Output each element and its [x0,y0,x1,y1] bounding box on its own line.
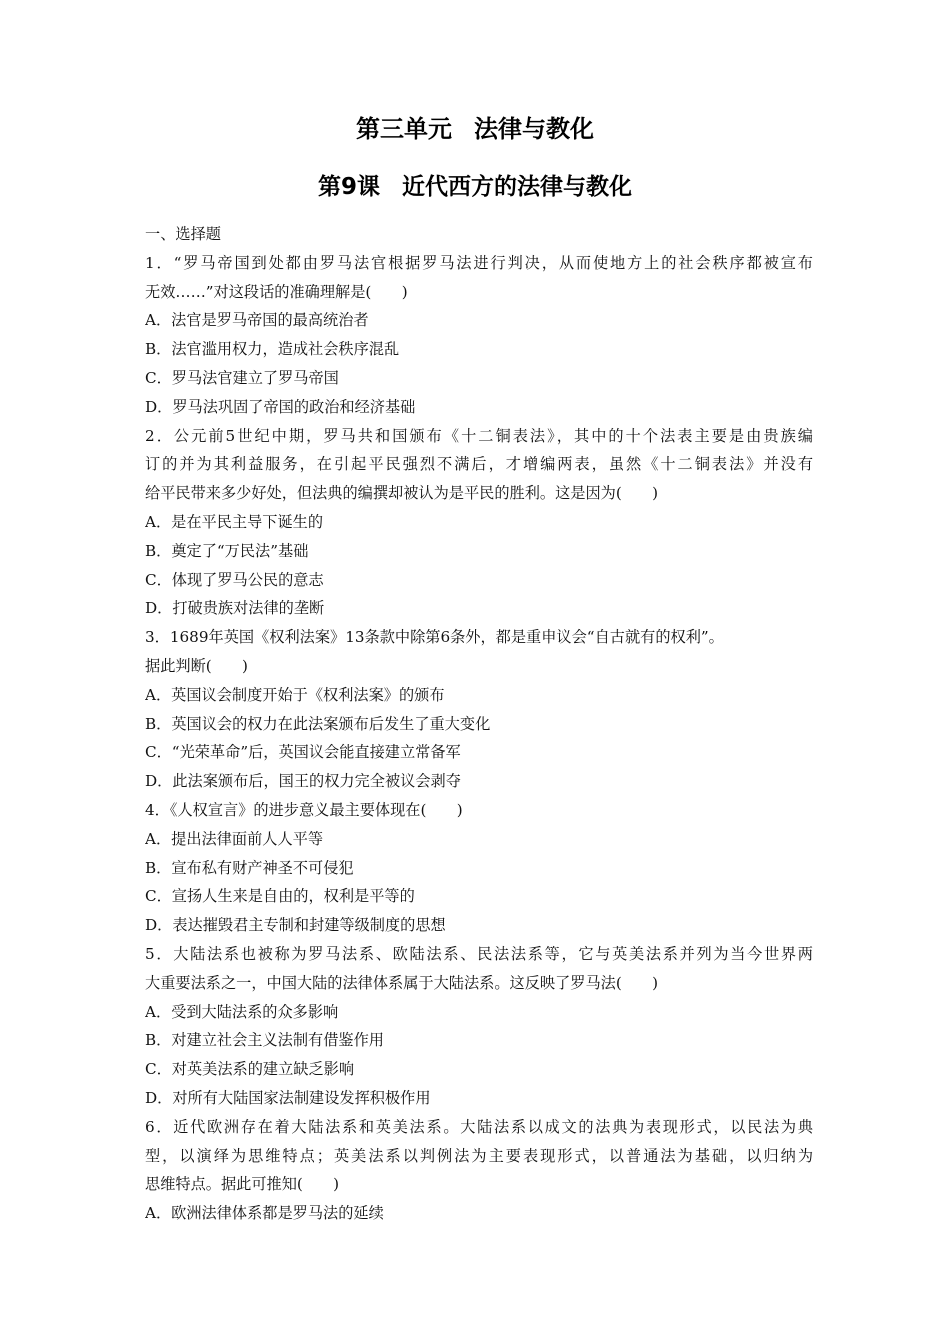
question-stem-line: 给平民带来多少好处，但法典的编撰却被认为是平民的胜利。这是因为( ) [145,484,659,503]
question-4 [145,796,813,940]
option-a: A．英国议会制度开始于《权利法案》的颁布 [145,685,445,704]
unit-name: 法律与教化 [474,115,594,143]
option-a: A．法官是罗马帝国的最高统治者 [145,311,369,330]
option-b: B．奠定了“万民法”基础 [145,541,309,560]
question-stem-line: 6．近代欧洲存在着大陆法系和英美法系。大陆法系以成文的法典为表现形式，以民法为典 [145,1117,813,1136]
question-stem-line: 型，以演绎为思维特点；英美法系以判例法为主要表现形式，以普通法为基础，以归纳为 [145,1146,813,1165]
lesson-name: 近代西方的法律与教化 [402,174,632,200]
unit-number: 第三单元 [356,115,452,143]
document-body [145,220,813,1228]
option-b: B．宣布私有财产神圣不可侵犯 [145,858,354,877]
option-a: A．提出法律面前人人平等 [145,829,324,848]
question-stem-line: 5．大陆法系也被称为罗马法系、欧陆法系、民法法系等，它与英美法系并列为当今世界两 [145,944,813,963]
lesson-number: 第9课 [317,174,380,200]
option-a: A．受到大陆法系的众多影响 [145,1002,339,1021]
question-stem-line: 2．公元前5世纪中期，罗马共和国颁布《十二铜表法》，其中的十个法表主要是由贵族编 [145,426,813,445]
question-stem-line: 思维特点。据此可推知( ) [145,1175,340,1194]
question-2 [145,422,813,624]
lesson-title [0,170,950,204]
question-3 [145,623,813,796]
question-stem-line: 大重要法系之一，中国大陆的法律体系属于大陆法系。这反映了罗马法( ) [145,973,659,992]
option-b: B．英国议会的权力在此法案颁布后发生了重大变化 [145,714,491,733]
question-stem-line: 据此判断( ) [145,656,248,675]
option-a: A．欧洲法律体系都是罗马法的延续 [145,1204,384,1223]
option-d: D．表达摧毁君主专制和封建等级制度的思想 [145,916,446,935]
option-c: C．“光荣革命”后，英国议会能直接建立常备军 [145,743,461,762]
option-d: D．罗马法巩固了帝国的政治和经济基础 [145,397,416,416]
option-c: C．体现了罗马公民的意志 [145,570,324,589]
option-b: B．对建立社会主义法制有借鉴作用 [145,1031,384,1050]
question-stem-line: 4．《人权宣言》的进步意义最主要体现在( ) [145,800,463,819]
question-stem-line: 订的并为其利益服务，在引起平民强烈不满后，才增编两表，虽然《十二铜表法》并没有 [145,455,813,474]
option-c: C．宣扬人生来是自由的，权利是平等的 [145,887,415,906]
option-c: C．对英美法系的建立缺乏影响 [145,1060,355,1079]
question-stem-line: 1．“罗马帝国到处都由罗马法官根据罗马法进行判决，从而使地方上的社会秩序都被宣布 [145,253,813,272]
question-stem-line: 无效……”对这段话的准确理解是( ) [145,282,408,301]
question-1 [145,249,813,422]
option-d: D．对所有大陆国家法制建设发挥积极作用 [145,1088,431,1107]
question-stem-line: 3．1689年英国《权利法案》13条款中除第6条外，都是重申议会“自古就有的权利”。 [145,628,724,647]
option-a: A．是在平民主导下诞生的 [145,512,324,531]
option-d: D．此法案颁布后，国王的权力完全被议会剥夺 [145,772,461,791]
option-c: C．罗马法官建立了罗马帝国 [145,368,339,387]
option-d: D．打破贵族对法律的垄断 [145,599,325,618]
option-b: B．法官滥用权力，造成社会秩序混乱 [145,340,400,359]
section-heading: 一、选择题 [145,225,221,243]
question-5 [145,940,813,1113]
question-6 [145,1113,813,1228]
unit-title [0,112,950,146]
